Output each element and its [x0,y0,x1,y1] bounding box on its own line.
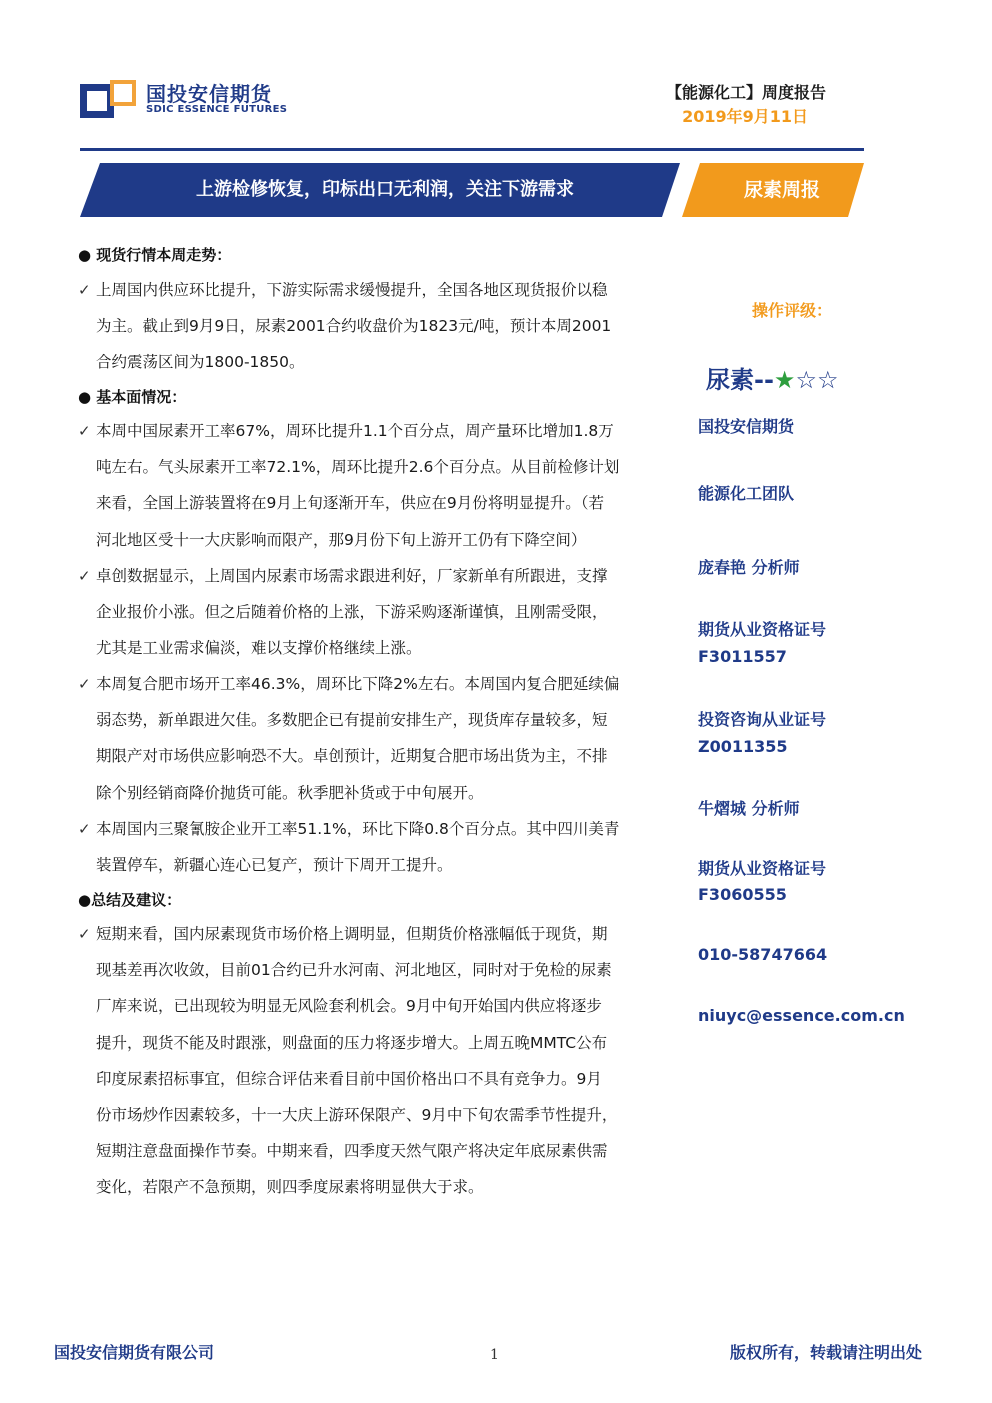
contact-email[interactable]: niuyc@essence.com.cn [698,1006,905,1025]
paragraph [78,558,686,667]
paragraph-line: 装置停车，新疆心连心已复产，预计下周开工提升。 [96,856,453,875]
logo-mark-icon [80,76,140,120]
consult-number: Z0011355 [698,737,788,756]
paragraph [78,666,686,811]
paragraph-line: 除个别经销商降价抛货可能。秋季肥补货或于中旬展开。 [96,783,484,802]
cert-label: 期货从业资格证号 [698,859,827,878]
check-icon: ✓ [78,675,91,693]
paragraph-line: 厂库来说，已出现较为明显无风险套利机会。9月中旬开始国内供应将逐步 [96,997,602,1016]
paragraph [78,272,686,381]
check-icon: ✓ [78,925,91,943]
paragraph-line: 期限产对市场供应影响恐不大。卓创预计，近期复合肥市场出货为主，不排 [96,747,608,766]
paragraph-line: 上周国内供应环比提升，下游实际需求缓慢提升，全国各地区现货报价以稳 [96,281,608,299]
check-icon: ✓ [78,820,91,838]
paragraph-line: 企业报价小涨。但之后随着价格的上涨，下游采购逐渐谨慎，且刚需受限， [96,603,608,622]
banner-tag: 尿素周报 [743,179,820,201]
paragraph-line: 短期来看，国内尿素现货市场价格上调明显，但期货价格涨幅低于现货，期 [96,925,608,943]
paragraph-line: 本周复合肥市场开工率46.3%，周环比下降2%左右。本周国内复合肥延续偏 [96,675,620,693]
paragraph-line: 印度尿素招标事宜，但综合评估来看目前中国价格出口不具有竞争力。9月 [96,1069,602,1088]
star-filled-icon: ★ [773,366,796,394]
paragraph-line: 本周中国尿素开工率67%，周环比提升1.1个百分点，周产量环比增加1.8万 [96,422,614,440]
star-empty-icon: ☆☆ [795,366,839,394]
section-heading-fundamentals: ● 基本面情况： [78,388,187,406]
section-heading-summary: ●总结及建议： [78,891,182,909]
paragraph [78,811,686,883]
paragraph-line: 本周国内三聚氰胺企业开工率51.1%，环比下降0.8个百分点。其中四川美青 [96,820,620,838]
paragraph-line: 尤其是工业需求偏淡，难以支撑价格继续上涨。 [96,639,422,658]
paragraph-line: 为主。截止到9月9日，尿素2001合约收盘价为1823元/吨，预计本周2001 [96,317,612,336]
paragraph-line: 提升，现货不能及时跟涨，则盘面的压力将逐步增大。上周五晚MMTC公布 [96,1033,608,1052]
header-divider [80,148,864,151]
banner-title: 上游检修恢复，印标出口无利润，关注下游需求 [196,179,574,200]
paragraph-line: 变化，若限产不急预期，则四季度尿素将明显供大于求。 [96,1178,484,1197]
consult-label: 投资咨询从业证号 [698,710,827,729]
paragraph-line: 份市场炒作因素较多，十一大庆上游环保限产、9月中下旬农需季节性提升， [96,1106,618,1125]
rating [706,360,838,395]
company-logo [80,76,312,124]
paragraph-line: 河北地区受十一大庆影响而限产，那9月份下旬上游开工仍有下降空间） [96,530,587,549]
report-type: 【能源化工】周度报告 [665,83,826,102]
rating-label: 操作评级： [752,301,833,320]
paragraph-line: 弱态势，新单跟进欠佳。多数肥企已有提前安排生产，现货库存量较多，短 [96,711,608,730]
paragraph-line: 合约震荡区间为1800-1850。 [96,353,305,372]
analyst-name: 庞春艳 分析师 [698,558,800,577]
logo-text-cn: 国投安信期货 [146,82,272,106]
page-number: 1 [490,1347,499,1363]
paragraph-line: 吨左右。气头尿素开工率72.1%，周环比提升2.6个百分点。从目前检修计划 [96,458,620,477]
section-heading-spot: ● 现货行情本周走势： [78,246,232,264]
sidebar-team: 能源化工团队 [698,484,795,503]
paragraph-line: 卓创数据显示，上周国内尿素市场需求跟进利好，厂家新单有所跟进，支撑 [96,567,608,585]
cert-label: 期货从业资格证号 [698,620,827,639]
contact-phone: 010-58747664 [698,945,828,964]
paragraph [78,413,686,558]
paragraph-line: 短期注意盘面操作节奏。中期来看，四季度天然气限产将决定年底尿素供需 [96,1142,608,1161]
paragraph-line: 现基差再次收敛，目前01合约已升水河南、河北地区，同时对于免检的尿素 [96,961,612,980]
report-date: 2019年9月11日 [682,107,808,126]
footer-company: 国投安信期货有限公司 [54,1343,215,1362]
check-icon: ✓ [78,567,91,585]
sidebar-company: 国投安信期货 [698,417,795,436]
analyst-name: 牛熠城 分析师 [698,799,800,818]
logo-text-en: SDIC ESSENCE FUTURES [146,104,288,115]
check-icon: ✓ [78,281,91,299]
cert-number: F3060555 [698,885,787,904]
check-icon: ✓ [78,422,91,440]
cert-number: F3011557 [698,647,787,666]
paragraph [78,916,686,1206]
rating-product: 尿素-- [706,366,774,394]
footer-copyright: 版权所有，转载请注明出处 [730,1343,923,1362]
paragraph-line: 来看，全国上游装置将在9月上旬逐渐开车，供应在9月份将明显提升。（若 [96,494,604,513]
